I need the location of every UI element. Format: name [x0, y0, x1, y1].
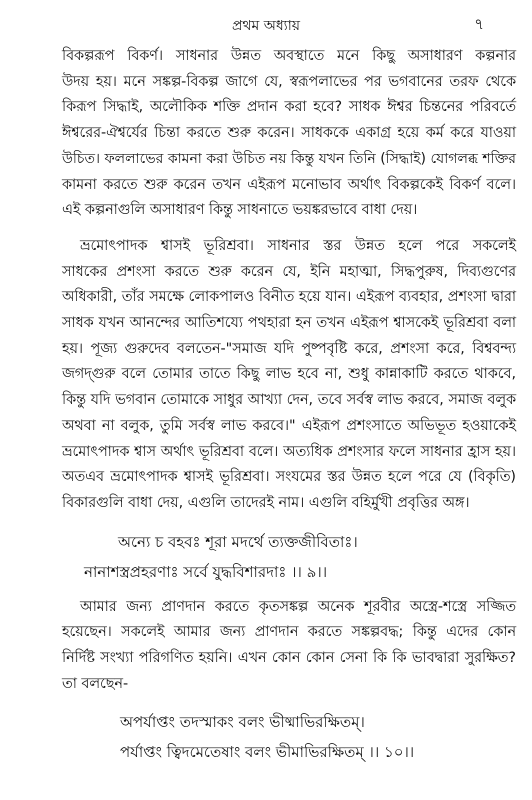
- page-header: [0, 12, 532, 36]
- text-line: আমার জন্য প্রাণদান করতে কৃতসঙ্কল্প অনেক শূরবীর অস্ত্রে-শস্ত্রে সজ্জিত: [80, 598, 516, 615]
- paragraph-commentary: [62, 595, 516, 698]
- verse-10-line-2: পর্যাপ্তং ত্বিদমেতেষাং বলং ভীমাভিরক্ষিতম্ ।। ১০।।: [120, 743, 415, 762]
- text-line: ভ্রমোৎপাদক শ্বাস অর্থাৎ ভূরিশ্রবা বলে। অত্যধিক প্রশংসার ফলে সাধনার হ্রাস হয়।: [62, 443, 516, 460]
- text-line: হয়। পূজ্য গুরুদেব বলতেন-"সমাজ যদি পুষ্পবৃষ্টি করে, প্রশংসা করে, বিশ্ববন্দ্য: [62, 340, 516, 357]
- text-line: হয়েছেন। সকলেই আমার জন্য প্রাণদান করতে সঙ্কল্পবদ্ধ; কিন্তু এদের কোন: [62, 624, 516, 641]
- verse-10-line-1: অপর্যাপ্তং তদস্মাকং বলং ভীষ্মাভিরক্ষিতম্।: [120, 713, 365, 732]
- text-line: সাধকের প্রশংসা করতে শুরু করেন যে, ইনি মহাত্মা, সিদ্ধপুরুষ, দিব্যগুণের: [62, 263, 516, 280]
- verse-9-line-2: নানাশস্ত্রপ্রহরণাঃ সর্বে যুদ্ধবিশারদাঃ ।। ৯।।: [84, 562, 328, 581]
- paragraph-vikarna: [62, 44, 516, 224]
- paragraph-bhurishrava: [62, 234, 516, 517]
- text-line: অথবা না বলুক, তুমি সর্বস্ব লাভ করবে।" এইরূপ প্রশংসাতে অভিভূত হওয়াকেই: [62, 417, 516, 434]
- text-line: অধিকারী, তাঁর সমক্ষে লোকপালও বিনীত হয়ে যান। এইরূপ ব্যবহার, প্রশংসা দ্বারা: [62, 289, 516, 306]
- text-line: বিকল্পরূপ বিকর্ণ। সাধনার উন্নত অবস্থাতে মনে কিছু অসাধারণ কল্পনার: [62, 48, 516, 64]
- text-line: ভ্রমোৎপাদক শ্বাসই ভূরিশ্রবা। সাধনার স্তর উন্নত হলে পরে সকলেই: [80, 237, 516, 254]
- text-line: এই কল্পনাগুলি অসাধারণ কিন্তু সাধনাতে ভয়ঙ্করভাবে বাধা দেয়।: [62, 202, 418, 219]
- text-line: জগদ্গুরু বলে তোমার তাতে কিছু লাভ হবে না, শুধু কান্নাকাটি করতে থাকবে,: [62, 366, 516, 383]
- text-line: তা বলছেন-: [62, 675, 129, 692]
- chapter-title: প্রথম অধ্যায়: [231, 18, 301, 34]
- text-line: কিরূপ সিদ্ধাই, অলৌকিক শক্তি প্রদান করা হবে? সাধক ঈশ্বর চিন্তনের পরিবর্তে: [62, 99, 516, 116]
- text-line: কামনা করতে শুরু করেন তখন এইরূপ মনোভাব অর্থাৎ বিকল্পকেই বিকর্ণ বলে।: [62, 176, 516, 193]
- text-line: সাধক যখন আনন্দের আতিশয্যে পথহারা হন তখন এইরূপ শ্বাসকেই ভূরিশ্রবা বলা: [62, 315, 516, 332]
- text-line: নির্দিষ্ট সংখ্যা পরিগণিত হয়নি। এখন কোন কোন সেনা কি কি ভাবদ্বারা সুরক্ষিত?: [62, 650, 516, 667]
- text-line: কিন্তু যদি ভগবান তোমাকে সাধুর আখ্যা দেন, তবে সর্বস্ব লাভ করবে, সমাজ বলুক: [62, 392, 516, 409]
- text-line: উদয় হয়। মনে সঙ্কল্প-বিকল্প জাগে যে, স্বরূপলাভের পর ভগবানের তরফ থেকে: [62, 73, 516, 90]
- text-line: অতএব ভ্রমোৎপাদক শ্বাসই ভূরিশ্রবা। সংযমের স্তর উন্নত হলে পরে যে (বিকৃতি): [62, 469, 516, 486]
- text-line: উচিত। ফললাভের কামনা করা উচিত নয় কিন্তু যখন তিনি (সিদ্ধাই) যোগলব্ধ শক্তির: [62, 150, 516, 167]
- text-line: ঈশ্বরের-ঐশ্বর্যের চিন্তা করতে শুরু করেন। সাধককে একাগ্র হয়ে কর্ম করে যাওয়া: [62, 125, 516, 142]
- page-number: ৭: [474, 15, 484, 33]
- verse-9-line-1: অন্যে চ বহবঃ শূরা মদর্থে ত্যক্তজীবিতাঃ।: [118, 532, 358, 551]
- text-line: বিকারগুলি বাধা দেয়, এগুলি তাদেরই নাম। এগুলি বহির্মুখী প্রবৃত্তির অঙ্গ।: [62, 494, 470, 511]
- page-body: [62, 44, 516, 767]
